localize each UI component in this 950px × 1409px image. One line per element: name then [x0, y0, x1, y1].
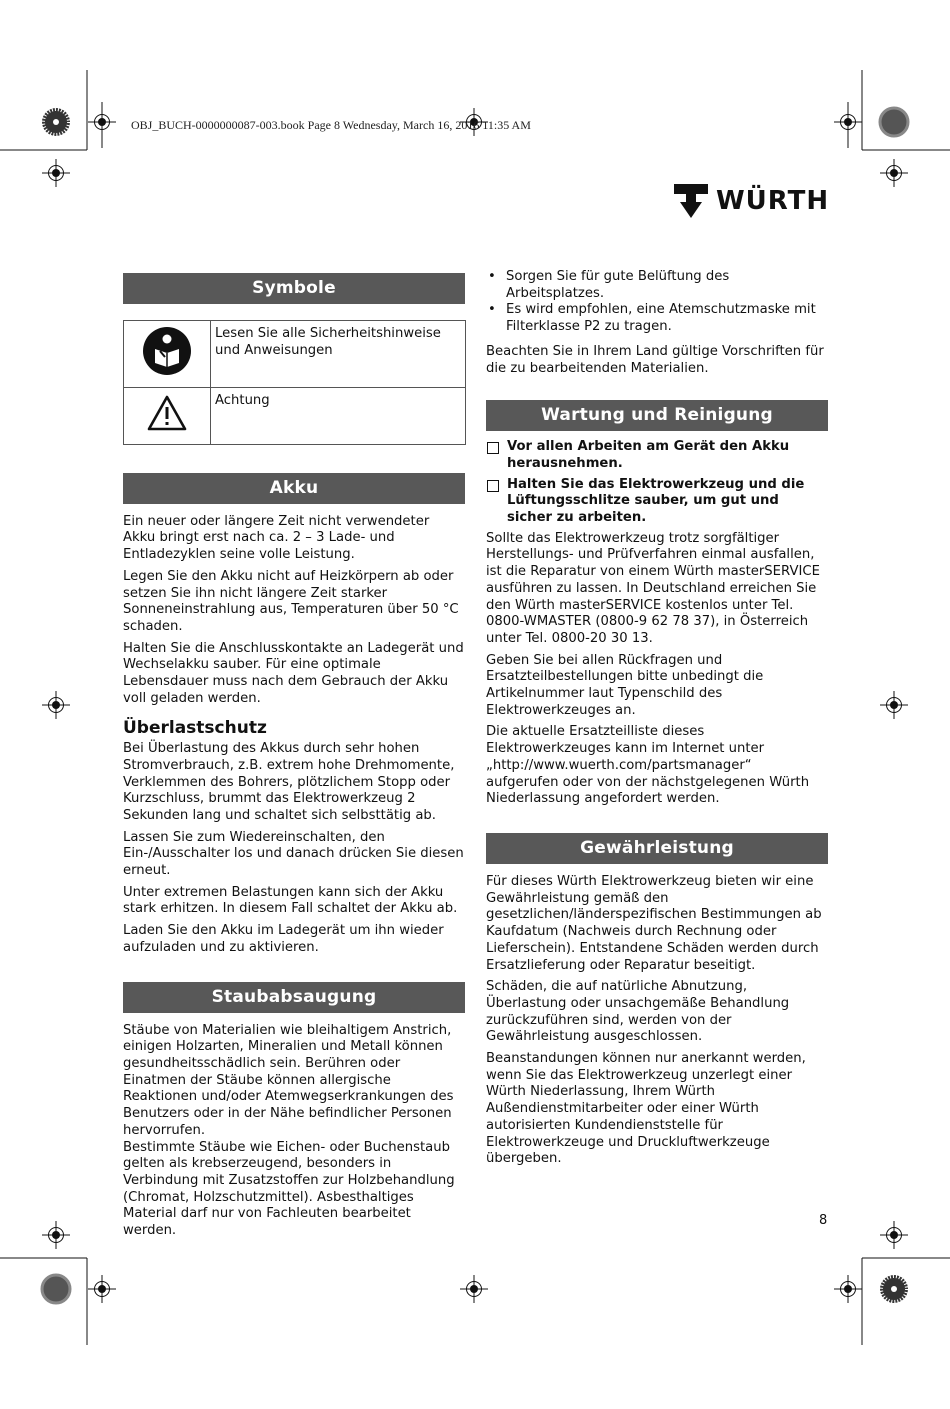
- staub-paragraph: Stäube von Materialien wie bleihaltigem Anstrich, einigen Holzarten, Mineralien und Metall können gesundheitsschädlich sein. Berühren oder Einatmen der Stäube können allergische Reaktionen und/oder Atemwegserkrankungen des Benutzers oder in der Nähe befindlicher Personen hervorrufen.: [123, 1022, 454, 1138]
- akku-paragraph: Halten Sie die Anschlusskontakte an Ladegerät und Wechselakku sauber. Für eine optimale Lebensdauer muss nach dem Gebrauch der Akku voll geladen werden.: [123, 640, 464, 706]
- right-column: [486, 269, 828, 1173]
- ueberlast-paragraph: Lassen Sie zum Wiedereinschalten, den Ein-/Ausschalter los und danach drücken Sie diesen erneut.: [123, 829, 464, 879]
- logo-wordmark: WÜRTH: [716, 186, 830, 216]
- section-heading-symbole: Symbole: [123, 273, 465, 304]
- symbol-icon-cell: [124, 387, 211, 444]
- symbol-text: Achtung: [211, 387, 466, 444]
- akku-paragraph: Ein neuer oder längere Zeit nicht verwendeter Akku bringt erst nach ca. 2 – 3 Lade- und Entladezyklen seine volle Leistung.: [123, 513, 430, 563]
- staub-paragraph: Bestimmte Stäube wie Eichen- oder Buchenstaub gelten als krebserzeugend, besonders in Verbindung mit Zusatzstoffen zur Holzbehandlung (Chromat, Holzschutzmittel). Asbesthaltiges Material darf nur von Fachleuten bearbeitet werden.: [123, 1139, 455, 1239]
- book-header-line: OBJ_BUCH-0000000087-003.book Page 8 Wednesday, March 16, 2016 11:35 AM: [131, 118, 531, 132]
- section-heading-wartung: Wartung und Reinigung: [486, 400, 828, 431]
- read-manual-icon: [143, 327, 191, 375]
- bullet-item: • Sorgen Sie für gute Belüftung des Arbeitsplatzes.: [486, 269, 828, 302]
- symbol-row: [124, 387, 466, 444]
- symbol-icon-cell: [124, 321, 211, 388]
- subheading-ueberlastschutz: Überlastschutz: [123, 718, 267, 739]
- gewaehr-paragraph: Schäden, die auf natürliche Abnutzung, Überlastung oder unsachgemäße Behandlung zurückzuführen sind, werden von der Gewährleistung ausgeschlossen.: [486, 979, 790, 1045]
- checklist-item: [486, 477, 828, 527]
- checkbox-icon: [487, 442, 499, 454]
- akku-paragraph: Legen Sie den Akku nicht auf Heizkörpern ab oder setzen Sie ihn nicht längere Zeit starker Sonneneinstrahlung aus, Temperaturen über 50 °C schaden.: [123, 568, 459, 634]
- section-heading-staubabsaugung: Staubabsaugung: [123, 982, 465, 1013]
- checkbox-icon: [487, 480, 499, 492]
- page-number: 8: [819, 1213, 828, 1228]
- symbol-table: [123, 320, 466, 445]
- wartung-paragraph: Sollte das Elektrowerkzeug trotz sorgfältiger Herstellungs- und Prüfverfahren einmal ausfallen, ist die Reparatur von einem Würth masterSERVICE ausführen zu lassen. In Deutschland erreichen Sie den Würth masterSERVICE kostenlos unter Tel. 0800-WMASTER (0800-9 62 78 37), in Österreich unter Tel. 0800-20 30 13.: [486, 530, 820, 646]
- left-column: [123, 273, 465, 1245]
- checklist-item: [486, 439, 828, 472]
- section-heading-akku: Akku: [123, 473, 465, 504]
- checklist-text: Vor allen Arbeiten am Gerät den Akku herausnehmen.: [507, 439, 790, 471]
- symbol-row: [124, 321, 466, 388]
- staub-bullet-list: [486, 269, 828, 336]
- ueberlast-paragraph: Unter extremen Belastungen kann sich der Akku stark erhitzen. In diesem Fall schaltet der Akku ab.: [123, 884, 458, 917]
- staub-paragraph: Beachten Sie in Ihrem Land gültige Vorschriften für die zu bearbeitenden Materialien.: [486, 343, 824, 376]
- bullet-item: • Es wird empfohlen, eine Atemschutzmaske mit Filterklasse P2 zu tragen.: [486, 302, 828, 335]
- ueberlast-paragraph: Bei Überlastung des Akkus durch sehr hohen Stromverbrauch, z.B. extrem hohe Drehmomente, Verklemmen des Bohrers, plötzlichem Stopp oder Kurzschluss, brummt das Elektrowerkzeug 2 Sekunden lang und schaltet sich selbsttätig ab.: [123, 741, 455, 823]
- symbol-text: Lesen Sie alle Sicherheitshinweise und Anweisungen: [211, 321, 466, 388]
- wartung-paragraph: Die aktuelle Ersatzteilliste dieses Elektrowerkzeuges kann im Internet unter „http://www.wuerth.com/partsmanager“ aufgerufen oder von der nächstgelegenen Würth Niederlassung angefordert werden.: [486, 724, 810, 807]
- gewaehr-paragraph: Beanstandungen können nur anerkannt werden, wenn Sie das Elektrowerkzeug unzerlegt einer Würth Niederlassung, Ihrem Würth Außendienstmitarbeiter oder einer Würth autorisierten Kundendienststelle für Elektrowerkzeuge und Druckluftwerkzeuge übergeben.: [486, 1051, 806, 1167]
- section-heading-gewaehrleistung: Gewährleistung: [486, 833, 828, 864]
- wuerth-logo: [674, 183, 829, 219]
- ueberlast-paragraph: Laden Sie den Akku im Ladegerät um ihn wieder aufzuladen und zu aktivieren.: [123, 923, 444, 955]
- warning-triangle-icon: [147, 395, 187, 431]
- gewaehr-paragraph: Für dieses Würth Elektrowerkzeug bieten wir eine Gewährleistung gemäß den gesetzlichen/länderspezifischen Bestimmungen ab Kaufdatum (Nachweis durch Rechnung oder Lieferschein). Entstandene Schäden werden durch Ersatzlieferung oder Reparatur beseitigt.: [486, 873, 822, 973]
- checklist-text: Halten Sie das Elektrowerkzeug und die Lüftungsschlitze sauber, um gut und sicher zu arbeiten.: [507, 476, 805, 526]
- wartung-paragraph: Geben Sie bei allen Rückfragen und Ersatzteilbestellungen bitte unbedingt die Artikelnummer laut Typenschild des Elektrowerkzeuges an.: [486, 652, 764, 718]
- wuerth-logo-icon: [674, 184, 708, 218]
